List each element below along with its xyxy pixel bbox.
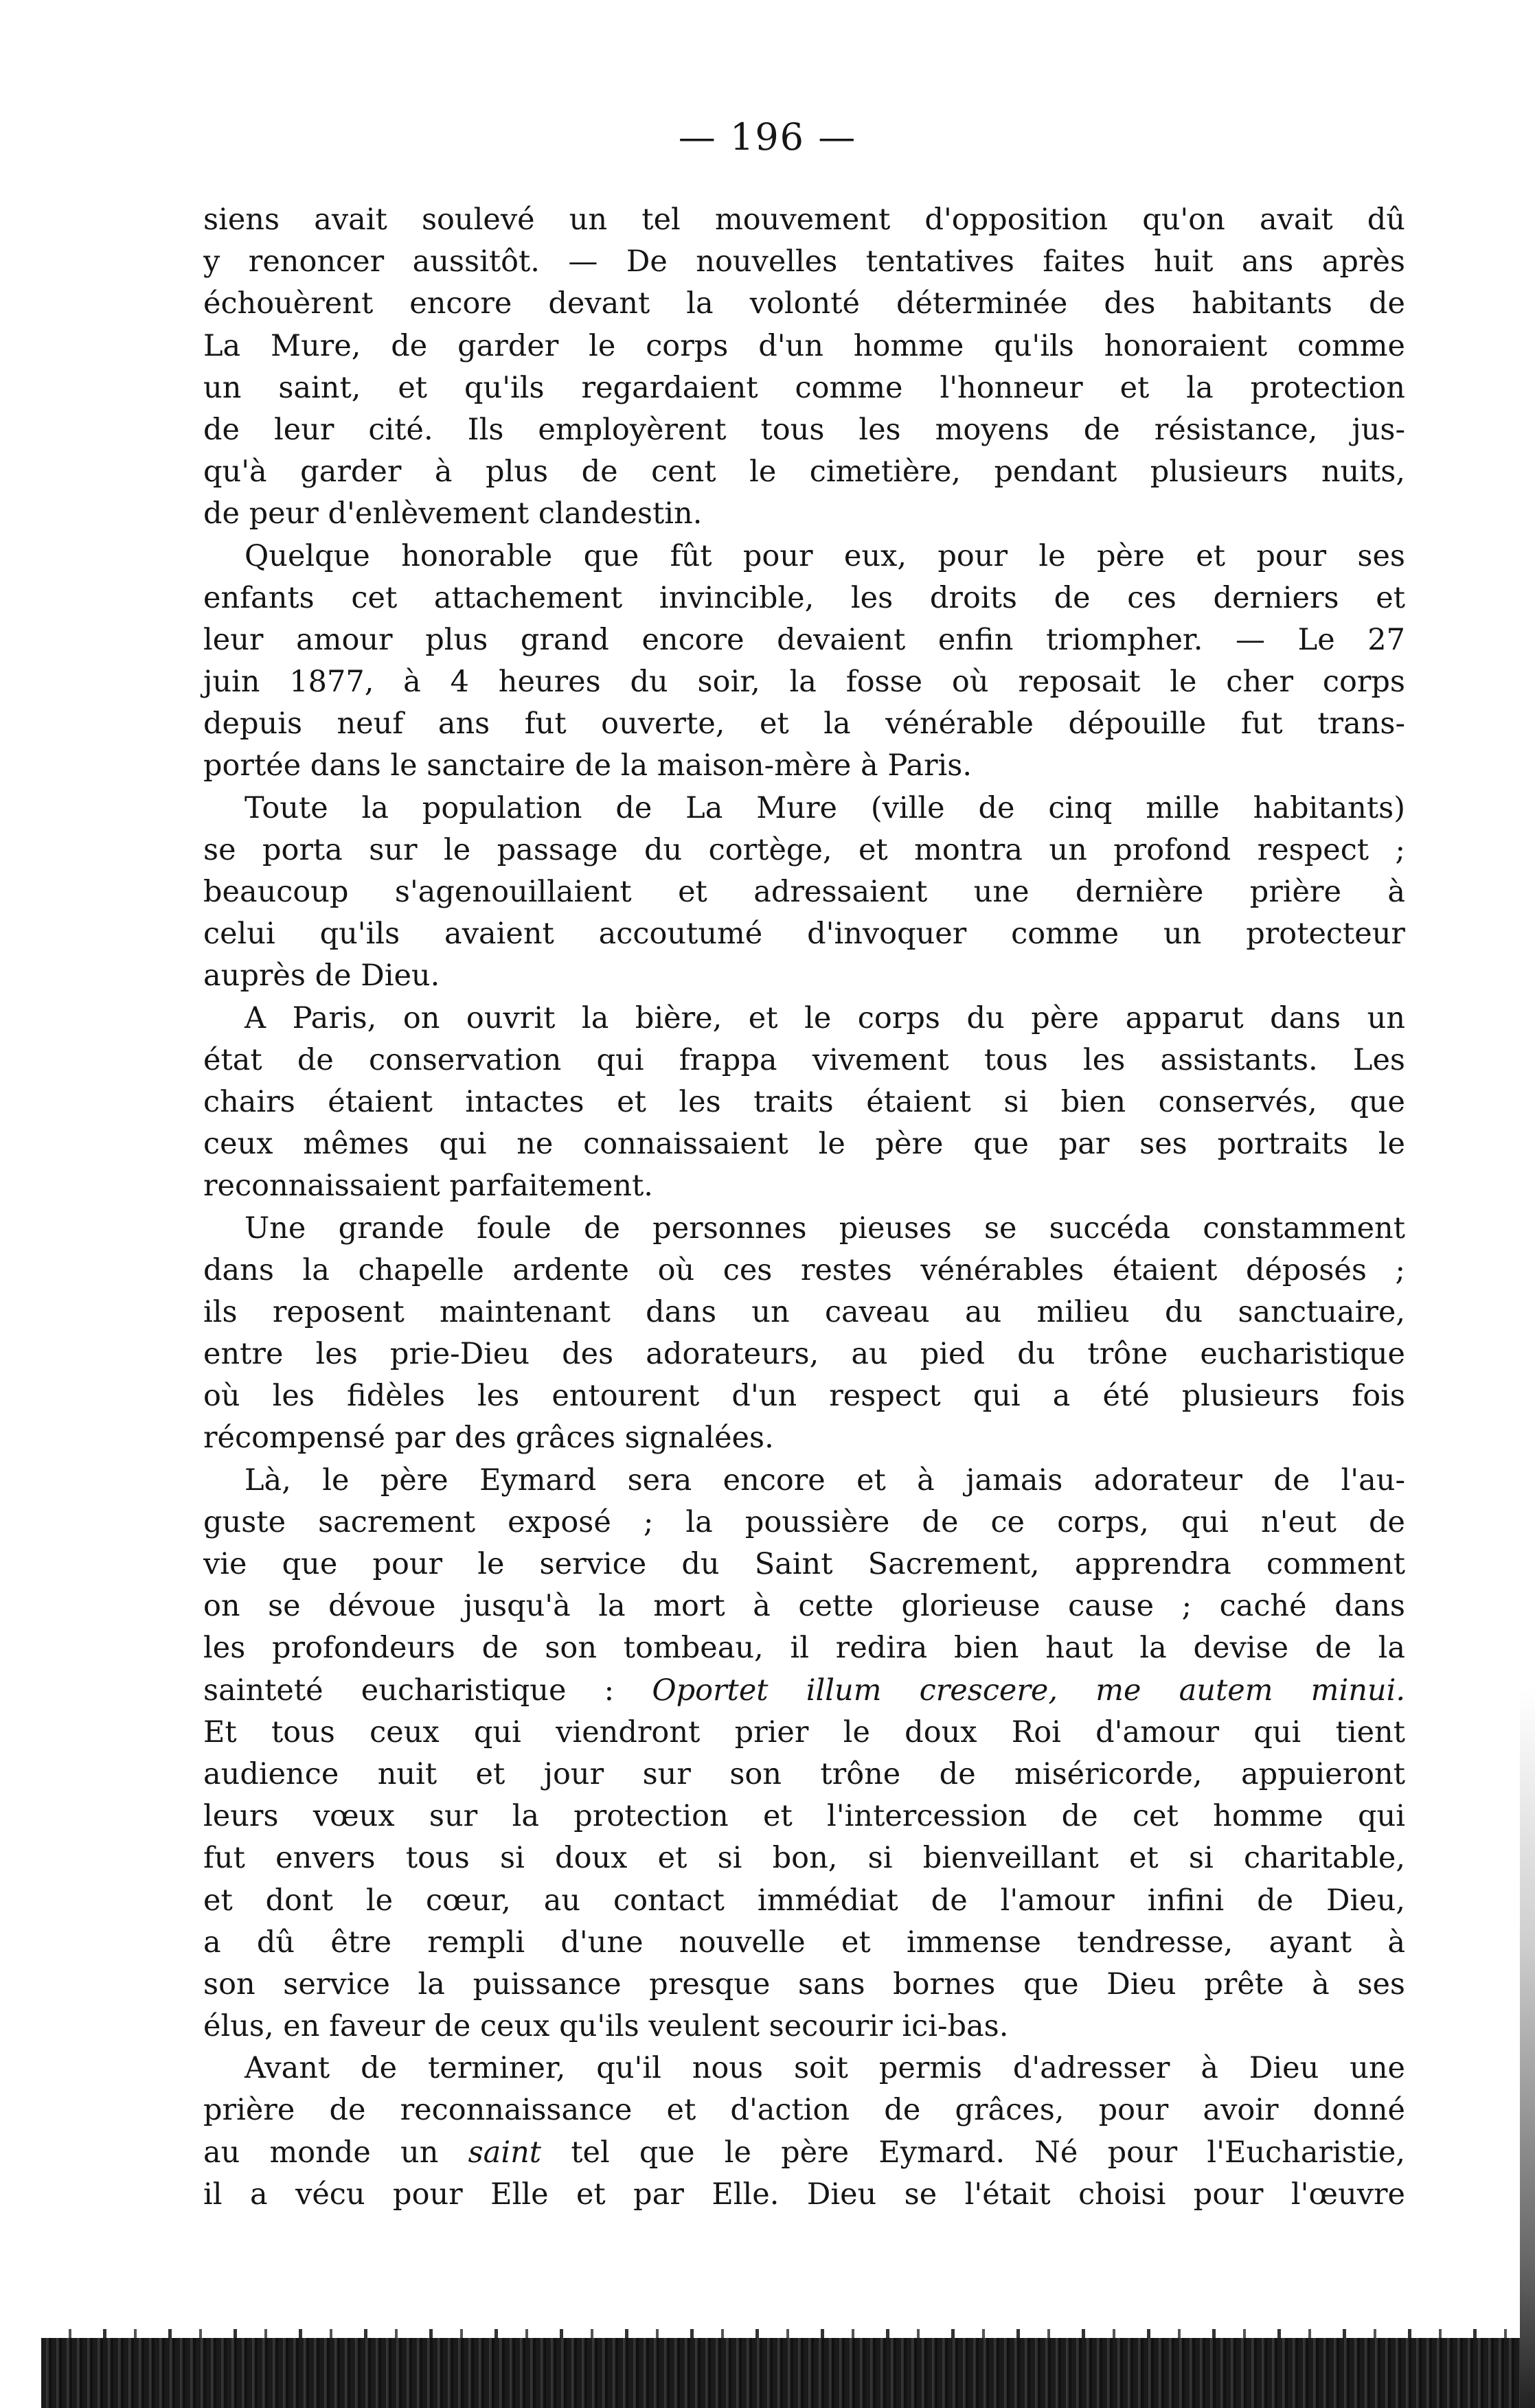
text-line: juin 1877, à 4 heures du soir, la fosse où reposait le cher corps xyxy=(203,665,1405,700)
body-text xyxy=(203,199,1405,2216)
text-line: Toute la population de La Mure (ville de cinq mille habitants) xyxy=(245,790,1405,825)
text-line: La Mure, de garder le corps d'un homme qu'ils honoraient comme xyxy=(203,328,1405,363)
text-fragment: tel que le père Eymard. Né pour l'Eucharistie, xyxy=(571,2135,1406,2170)
text-line: de peur d'enlèvement clandestin. xyxy=(203,496,703,531)
text-line: prière de reconnaissance et d'action de grâces, pour avoir donné xyxy=(203,2093,1405,2128)
text-line: échouèrent encore devant la volonté déterminée des habitants de xyxy=(203,286,1405,321)
text-line: de leur cité. Ils employèrent tous les moyens de résistance, jus- xyxy=(203,412,1405,447)
text-line: élus, en faveur de ceux qu'ils veulent secourir ici-bas. xyxy=(203,2009,1009,2044)
text-line: où les fidèles les entourent d'un respect qui a été plusieurs fois xyxy=(203,1379,1405,1414)
text-fragment: au monde un xyxy=(203,2135,439,2170)
text-line: reconnaissaient parfaitement. xyxy=(203,1169,653,1204)
text-line: portée dans le sanctaire de la maison-mère à Paris. xyxy=(203,748,973,783)
italic-word: saint xyxy=(468,2135,542,2170)
text-line: enfants cet attachement invincible, les droits de ces derniers et xyxy=(203,580,1405,615)
text-line: leurs vœux sur la protection et l'intercession de cet homme qui xyxy=(203,1799,1405,1834)
text-line: depuis neuf ans fut ouverte, et la vénérable dépouille fut trans- xyxy=(203,707,1405,742)
text-line: il a vécu pour Elle et par Elle. Dieu se l'était choisi pour l'œuvre xyxy=(203,2177,1405,2212)
text-line: A Paris, on ouvrit la bière, et le corps du père apparut dans un xyxy=(245,1000,1405,1035)
text-line: entre les prie-Dieu des adorateurs, au pied du trône eucharistique xyxy=(203,1337,1405,1372)
text-line: son service la puissance presque sans bornes que Dieu prête à ses xyxy=(203,1966,1405,2002)
text-fragment: sainteté eucharistique : xyxy=(203,1673,615,1708)
text-line: Avant de terminer, qu'il nous soit permis d'adresser à Dieu une xyxy=(245,2051,1405,2086)
text-line: audience nuit et jour sur son trône de miséricorde, appuieront xyxy=(203,1756,1405,1791)
text-line: Là, le père Eymard sera encore et à jamais adorateur de l'au- xyxy=(245,1463,1405,1498)
text-line: vie que pour le service du Saint Sacrement, apprendra comment xyxy=(203,1547,1405,1581)
text-line: ceux mêmes qui ne connaissaient le père que par ses portraits le xyxy=(203,1127,1405,1162)
text-line: état de conservation qui frappa vivement tous les assistants. Les xyxy=(203,1042,1405,1077)
text-line: guste sacrement exposé ; la poussière de ce corps, qui n'eut de xyxy=(203,1504,1405,1539)
text-line: qu'à garder à plus de cent le cimetière, pendant plusieurs nuits, xyxy=(203,455,1405,490)
scan-artifact-right-edge xyxy=(1520,1689,1535,2408)
text-line: Et tous ceux qui viendront prier le doux Roi d'amour qui tient xyxy=(203,1715,1405,1750)
text-line: Quelque honorable que fût pour eux, pour le père et pour ses xyxy=(245,538,1405,573)
text-line: un saint, et qu'ils regardaient comme l'honneur et la protection xyxy=(203,370,1405,405)
text-line: leur amour plus grand encore devaient enfin triompher. — Le 27 xyxy=(203,622,1405,657)
text-line: les profondeurs de son tombeau, il redira bien haut la devise de la xyxy=(203,1631,1405,1666)
text-line-with-motto xyxy=(203,1670,1405,1712)
text-line: beaucoup s'agenouillaient et adressaient une dernière prière à xyxy=(203,875,1405,909)
text-line: siens avait soulevé un tel mouvement d'opposition qu'on avait dû xyxy=(203,203,1405,237)
text-line: celui qu'ils avaient accoutumé d'invoquer comme un protecteur xyxy=(203,917,1405,952)
page-number: — 196 — xyxy=(678,115,857,159)
text-line: on se dévoue jusqu'à la mort à cette glorieuse cause ; caché dans xyxy=(203,1589,1405,1624)
text-line: et dont le cœur, au contact immédiat de l'amour infini de Dieu, xyxy=(203,1883,1405,1918)
text-line: ils reposent maintenant dans un caveau au milieu du sanctuaire, xyxy=(203,1294,1405,1329)
text-line: récompensé par des grâces signalées. xyxy=(203,1421,774,1456)
text-line: auprès de Dieu. xyxy=(203,959,440,994)
text-line: a dû être rempli d'une nouvelle et immense tendresse, ayant à xyxy=(203,1925,1405,1960)
text-line-with-italic xyxy=(203,2132,1405,2174)
text-line: fut envers tous si doux et si bon, si bienveillant et si charitable, xyxy=(203,1841,1405,1876)
scan-artifact-bottom-strip xyxy=(41,2338,1535,2408)
latin-motto: Oportet illum crescere, me autem minui. xyxy=(652,1673,1406,1708)
text-line: dans la chapelle ardente où ces restes vénérables étaient déposés ; xyxy=(203,1252,1405,1287)
text-line: se porta sur le passage du cortège, et montra un profond respect ; xyxy=(203,832,1405,867)
text-line: chairs étaient intactes et les traits étaient si bien conservés, que xyxy=(203,1084,1405,1119)
text-line: y renoncer aussitôt. — De nouvelles tentatives faites huit ans après xyxy=(203,244,1405,279)
scan-artifact-top xyxy=(41,2329,1535,2339)
text-line: Une grande foule de personnes pieuses se succéda constamment xyxy=(245,1211,1405,1246)
